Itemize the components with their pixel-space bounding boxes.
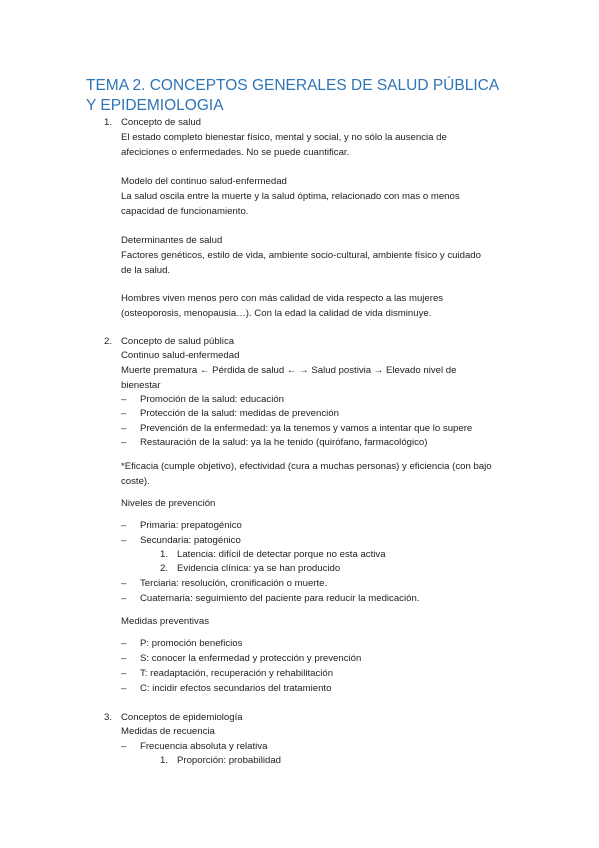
text-line: (osteoporosis, menopausia…). Con la edad la calidad de vida disminuye. [121, 308, 432, 319]
efficacy-note [121, 459, 493, 489]
dash-bullet: – [121, 638, 127, 649]
subheading: Medidas de recuencia [121, 726, 215, 737]
list-item-text: Secundaria: patogénico [140, 535, 241, 546]
list-item-text: Restauración de la salud: ya la he tenido (quirófano, farmacológico) [140, 437, 428, 448]
item-number: 1. [160, 549, 169, 560]
item-number: 2. [160, 563, 169, 574]
page-title: TEMA 2. CONCEPTOS GENERALES DE SALUD PÚBLICA Y EPIDEMIOLOGIA [86, 77, 499, 114]
subheading: Continuo salud-enfermedad [121, 350, 240, 361]
list-item-text: P: promoción beneficios [140, 638, 243, 649]
dash-bullet: – [121, 668, 127, 679]
text-line: coste). [121, 476, 150, 487]
list-item-text: S: conocer la enfermedad y protección y prevención [140, 653, 362, 664]
text-line: Muerte prematura ← Pérdida de salud ← → Salud postivia → Elevado nivel de [121, 365, 457, 376]
section-number: 2. [104, 336, 113, 347]
text-line: Hombres viven menos pero con más calidad de vida respecto a las mujeres [121, 293, 444, 304]
list-item-text: Prevención de la enfermedad: ya la tenemos y vamos a intentar que lo supere [140, 423, 473, 434]
item-number: 1. [160, 755, 169, 766]
dash-bullet: – [121, 578, 127, 589]
dash-bullet: – [121, 535, 127, 546]
list-item-text: Cuaternaria: seguimiento del paciente para reducir la medicación. [140, 593, 420, 604]
health-definition [121, 130, 493, 160]
public-health-continuum [121, 348, 493, 393]
list-item-text: Frecuencia absoluta y relativa [140, 741, 268, 752]
text-line: de la salud. [121, 265, 171, 276]
section-heading: Concepto de salud pública [121, 336, 235, 347]
item-text: Latencia: difícil de detectar porque no esta activa [177, 549, 386, 560]
text-line: bienestar [121, 380, 161, 391]
dash-bullet: – [121, 437, 127, 448]
subheading: Modelo del continuo salud-enfermedad [121, 176, 287, 187]
list-item-text: Primaria: prepatogénico [140, 520, 242, 531]
dash-bullet: – [121, 593, 127, 604]
list-item-text: Protección de la salud: medidas de prevención [140, 408, 339, 419]
text-line: *Eficacia (cumple objetivo), efectividad (cura a muchas personas) y eficiencia (con bajo [121, 461, 492, 472]
list-item-text: C: incidir efectos secundarios del tratamiento [140, 683, 332, 694]
section-heading: Concepto de salud [121, 117, 202, 128]
dash-bullet: – [121, 683, 127, 694]
subheading: Medidas preventivas [121, 616, 209, 627]
text-line: capacidad de funcionamiento. [121, 206, 249, 217]
subheading: Niveles de prevención [121, 498, 216, 509]
section-number: 3. [104, 712, 113, 723]
dash-bullet: – [121, 741, 127, 752]
dash-bullet: – [121, 653, 127, 664]
continuum-model [121, 174, 493, 219]
dash-bullet: – [121, 520, 127, 531]
item-text: Evidencia clínica: ya se han producido [177, 563, 341, 574]
subheading: Determinantes de salud [121, 235, 223, 246]
text-line: Factores genéticos, estilo de vida, ambiente socio-cultural, ambiente físico y cuidado [121, 250, 481, 261]
text-line: afeciciones o enfermedades. No se puede cuantificar. [121, 147, 350, 158]
dash-bullet: – [121, 423, 127, 434]
gender-note [121, 291, 493, 321]
list-item-text: T: readaptación, recuperación y rehabilitación [140, 668, 334, 679]
section-heading: Conceptos de epidemiología [121, 712, 243, 723]
dash-bullet: – [121, 408, 127, 419]
list-item-text: Terciaria: resolución, cronificación o muerte. [140, 578, 328, 589]
dash-bullet: – [121, 394, 127, 405]
list-item-text: Promoción de la salud: educación [140, 394, 284, 405]
section-number: 1. [104, 117, 113, 128]
text-line: El estado completo bienestar físico, mental y social, y no sólo la ausencia de [121, 132, 447, 143]
item-text: Proporción: probabilidad [177, 755, 281, 766]
health-determinants [121, 233, 493, 278]
text-line: La salud oscila entre la muerte y la salud óptima, relacionado con mas o menos [121, 191, 460, 202]
